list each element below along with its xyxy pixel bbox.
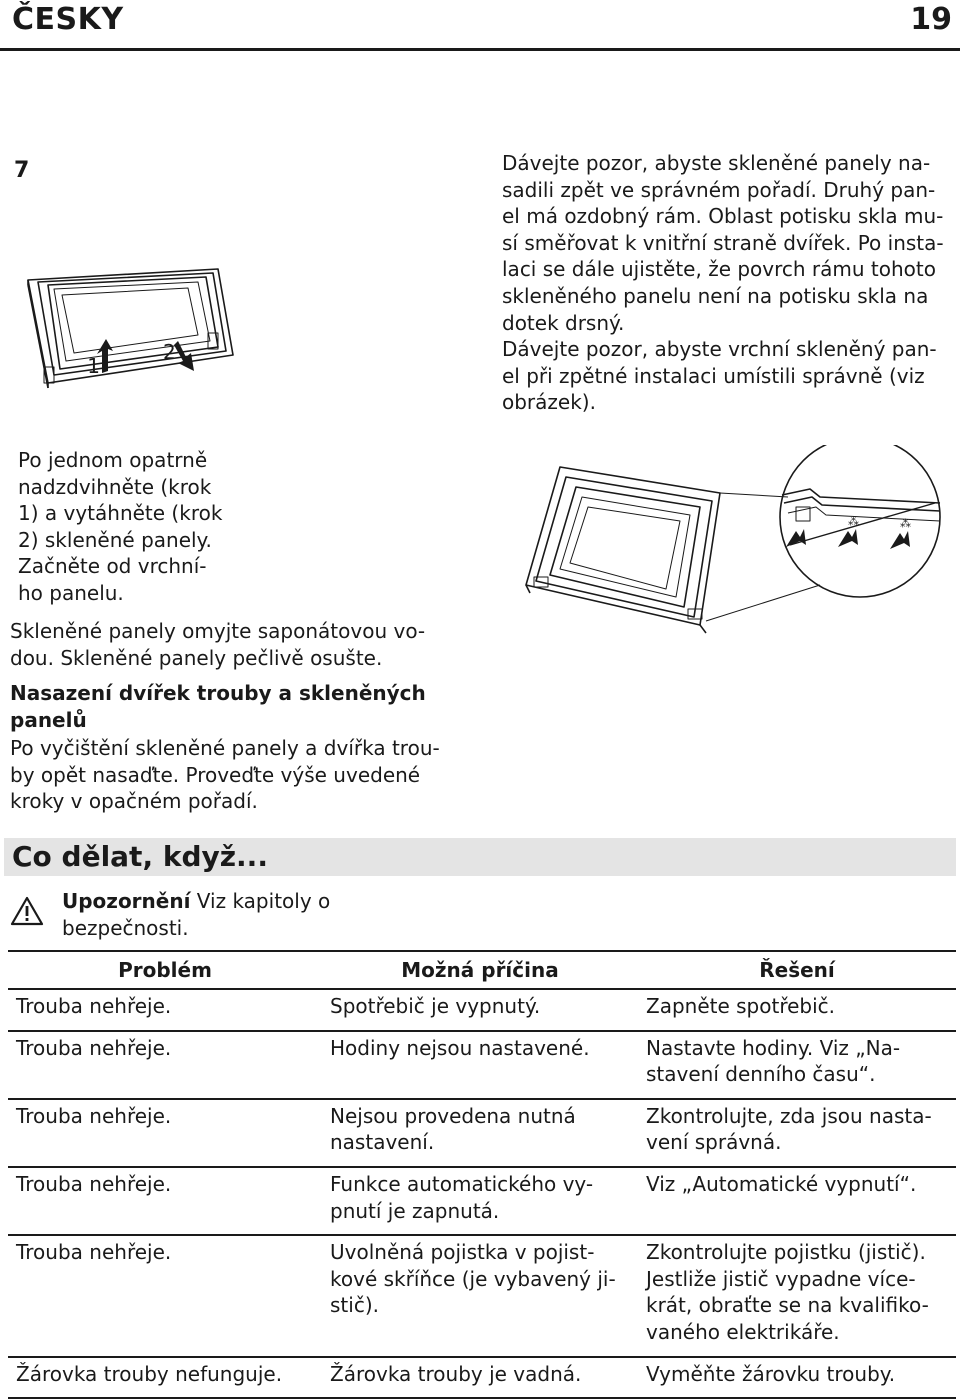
reassembly-heading: Nasazení dvířek trouby a skleněných panelů (10, 681, 426, 732)
step1-label: 1 (87, 354, 100, 378)
top-panel-instructions: Dávejte pozor, abyste vrchní skleněný pan- el při zpětné instalaci umístili správně (viz obrázek). (502, 337, 937, 415)
svg-text:⁂: ⁂ (848, 515, 859, 528)
top-panel-installation-illustration (520, 445, 960, 640)
removal-instructions: Po jednom opatrně nadzdvihněte (krok 1) a vytáhněte (krok 2) skleněné panely. Začněte od vrchní- ho panelu. (18, 448, 223, 605)
step2-label: 2 (163, 340, 176, 364)
table-header-row (8, 951, 956, 989)
solution-cell: Viz „Automatické vypnutí“. (638, 1167, 956, 1235)
warning-note (62, 888, 462, 941)
column-header-problem: Problém (8, 951, 322, 989)
solution-cell: Zkontrolujte pojistku (jistič). Jestliže jistič vypadne více- krát, obraťte se na kvalifiko- vaného elektrikáře. (638, 1235, 956, 1356)
problem-cell: Trouba nehřeje. (8, 1235, 322, 1356)
solution-cell: Nastavte hodiny. Viz „Na- stavení denního času“. (638, 1031, 956, 1099)
reassembly-instructions: Po vyčištění skleněné panely a dvířka trou- by opět nasaďte. Proveďte výše uvedené kroky v opačném pořadí. (10, 736, 440, 814)
solution-cell: Zkontrolujte, zda jsou nasta- vení správná. (638, 1099, 956, 1167)
header-divider (0, 48, 960, 51)
page-number: 19 (910, 2, 952, 37)
cause-cell: Uvolněná pojistka v pojist- kové skříňce (je vybavený ji- stič). (322, 1235, 638, 1356)
problem-cell: Žárovka trouby nefunguje. (8, 1357, 322, 1399)
section-title: Co dělat, když... (12, 840, 268, 873)
solution-cell: Zapněte spotřebič. (638, 989, 956, 1031)
table-row (8, 1099, 956, 1167)
warning-triangle-icon (10, 895, 44, 927)
glass-panel-removal-illustration (18, 255, 240, 390)
table-row (8, 989, 956, 1031)
problem-cell: Trouba nehřeje. (8, 989, 322, 1031)
cause-cell: Nejsou provedena nutná nastavení. (322, 1099, 638, 1167)
column-header-cause: Možná příčina (322, 951, 638, 989)
svg-text:⁂: ⁂ (900, 517, 911, 530)
page-header-language: ČESKY (12, 2, 124, 37)
table-row (8, 1235, 956, 1356)
column-header-solution: Řešení (638, 951, 956, 989)
panel-order-instructions: Dávejte pozor, abyste skleněné panely na- sadili zpět ve správném pořadí. Druhý pan- el má ozdobný rám. Oblast potisku skla mu- sí směřovat k vnitřní straně dvířek. Po insta- laci se dále ujistěte, že povrch rámu tohoto skleněného panelu není na potisku skla na dotek drsný. (502, 151, 944, 335)
cleaning-instructions: Skleněné panely omyjte saponátovou vo- dou. Skleněné panely pečlivě osušte. (10, 619, 426, 670)
table-row (8, 1031, 956, 1099)
problem-cell: Trouba nehřeje. (8, 1099, 322, 1167)
table-row (8, 1167, 956, 1235)
cause-cell: Funkce automatického vy- pnutí je zapnutá. (322, 1167, 638, 1235)
problem-cell: Trouba nehřeje. (8, 1031, 322, 1099)
solution-cell: Vyměňte žárovku trouby. (638, 1357, 956, 1399)
figure-number: 7 (14, 158, 30, 183)
table-row (8, 1357, 956, 1399)
problem-cell: Trouba nehřeje. (8, 1167, 322, 1235)
warning-label: Upozornění (62, 889, 191, 913)
cause-cell: Hodiny nejsou nastavené. (322, 1031, 638, 1099)
troubleshooting-table (8, 950, 956, 1399)
cause-cell: Žárovka trouby je vadná. (322, 1357, 638, 1399)
warning-text: Viz kapitoly o bezpečnosti. (62, 889, 331, 940)
cause-cell: Spotřebič je vypnutý. (322, 989, 638, 1031)
